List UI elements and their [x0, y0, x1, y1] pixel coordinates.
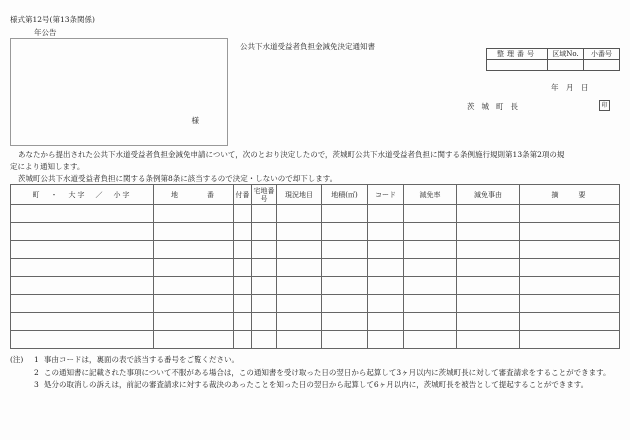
cell-reduction-rate[interactable] — [404, 259, 457, 277]
cell-remarks[interactable] — [520, 331, 620, 349]
cell-remarks[interactable] — [520, 295, 620, 313]
cell-lot-number[interactable] — [154, 223, 234, 241]
cell-area[interactable] — [322, 205, 368, 223]
cell-reduction-rate[interactable] — [404, 313, 457, 331]
note-number: 1 — [34, 355, 39, 364]
cell-residential-number[interactable] — [252, 223, 277, 241]
cell-reduction-reason[interactable] — [457, 205, 520, 223]
cell-code[interactable] — [368, 277, 404, 295]
body-paragraph-1-cont: 定により通知します。 — [10, 162, 85, 171]
cell-land-category[interactable] — [277, 259, 322, 277]
cell-remarks[interactable] — [520, 259, 620, 277]
cell-lot-number[interactable] — [154, 295, 234, 313]
note-item — [10, 379, 624, 392]
table-row — [11, 277, 620, 295]
col-header-land-category: 現況地目 — [277, 185, 322, 205]
cell-residential-number[interactable] — [252, 295, 277, 313]
body-paragraph-2: 茨城町公共下水道受益者負担に関する条例第8条に該当するので決定・しないので却下します。 — [18, 174, 338, 183]
ref-value-seiri[interactable] — [487, 60, 548, 71]
cell-reduction-reason[interactable] — [457, 241, 520, 259]
cell-reduction-rate[interactable] — [404, 241, 457, 259]
cell-reduction-reason[interactable] — [457, 295, 520, 313]
note-text: 処分の取消しの訴えは，前記の審査請求に対する裁決のあったことを知った日の翌日から起算して6ヶ月以内に，茨城町長を被告として提起することができます。 — [44, 380, 589, 389]
ref-value-kuiki[interactable] — [548, 60, 584, 71]
cell-lot-number[interactable] — [154, 313, 234, 331]
cell-town[interactable] — [11, 331, 154, 349]
issuer-name: 茨城町長 — [467, 102, 525, 111]
notice-year: 年公告 — [34, 28, 57, 37]
table-row — [11, 205, 620, 223]
col-header-town: 町 ・ 大字 ／ 小字 — [11, 185, 154, 205]
cell-town[interactable] — [11, 313, 154, 331]
cell-lot-number[interactable] — [154, 205, 234, 223]
cell-sub-number[interactable] — [234, 331, 252, 349]
cell-code[interactable] — [368, 331, 404, 349]
cell-residential-number[interactable] — [252, 205, 277, 223]
table-row — [11, 259, 620, 277]
cell-reduction-rate[interactable] — [404, 277, 457, 295]
cell-code[interactable] — [368, 259, 404, 277]
cell-remarks[interactable] — [520, 205, 620, 223]
cell-remarks[interactable] — [520, 241, 620, 259]
col-header-remarks: 摘 要 — [520, 185, 620, 205]
col-header-residential-number: 宅地番号 — [253, 186, 275, 203]
cell-reduction-reason[interactable] — [457, 259, 520, 277]
cell-code[interactable] — [368, 241, 404, 259]
body-paragraph-1: あなたから提出された公共下水道受益者負担金減免申請について，次のとおり決定したので，茨城町公共下水道受益者負担に関する条例施行規則第13条第2項の規 — [18, 150, 565, 159]
cell-reduction-rate[interactable] — [404, 331, 457, 349]
ref-header-seiri: 整理番号 — [487, 49, 548, 60]
cell-lot-number[interactable] — [154, 277, 234, 295]
cell-code[interactable] — [368, 295, 404, 313]
cell-remarks[interactable] — [520, 277, 620, 295]
cell-area[interactable] — [322, 295, 368, 313]
col-header-lot-number: 地 番 — [154, 185, 234, 205]
cell-sub-number[interactable] — [234, 259, 252, 277]
cell-reduction-rate[interactable] — [404, 205, 457, 223]
cell-area[interactable] — [322, 313, 368, 331]
notes-section — [10, 354, 624, 392]
cell-lot-number[interactable] — [154, 241, 234, 259]
cell-area[interactable] — [322, 223, 368, 241]
cell-reduction-reason[interactable] — [457, 223, 520, 241]
table-row — [11, 223, 620, 241]
col-header-area: 地積(㎡) — [322, 185, 368, 205]
note-item — [10, 367, 624, 380]
table-header-row — [11, 185, 620, 205]
cell-town[interactable] — [11, 223, 154, 241]
cell-reduction-rate[interactable] — [404, 223, 457, 241]
cell-town[interactable] — [11, 277, 154, 295]
cell-sub-number[interactable] — [234, 295, 252, 313]
cell-town[interactable] — [11, 295, 154, 313]
cell-land-category[interactable] — [277, 223, 322, 241]
cell-land-category[interactable] — [277, 331, 322, 349]
cell-land-category[interactable] — [277, 241, 322, 259]
cell-area[interactable] — [322, 259, 368, 277]
cell-land-category[interactable] — [277, 277, 322, 295]
cell-remarks[interactable] — [520, 223, 620, 241]
note-item — [10, 354, 624, 367]
col-header-code: コード — [368, 185, 404, 205]
ref-header-kuiki: 区域No. — [548, 49, 584, 60]
cell-remarks[interactable] — [520, 313, 620, 331]
cell-land-category[interactable] — [277, 313, 322, 331]
cell-land-category[interactable] — [277, 295, 322, 313]
cell-code[interactable] — [368, 223, 404, 241]
cell-residential-number[interactable] — [252, 241, 277, 259]
notes-label: (注) — [10, 355, 24, 364]
table-row — [11, 295, 620, 313]
cell-residential-number[interactable] — [252, 313, 277, 331]
cell-reduction-reason[interactable] — [457, 277, 520, 295]
cell-residential-number[interactable] — [252, 331, 277, 349]
addressee-suffix: 様 — [191, 116, 199, 125]
cell-sub-number[interactable] — [234, 223, 252, 241]
cell-sub-number[interactable] — [234, 313, 252, 331]
col-header-reduction-rate: 減免率 — [404, 185, 457, 205]
cell-town[interactable] — [11, 259, 154, 277]
cell-lot-number[interactable] — [154, 259, 234, 277]
cell-code[interactable] — [368, 205, 404, 223]
cell-residential-number[interactable] — [252, 277, 277, 295]
cell-residential-number[interactable] — [252, 259, 277, 277]
cell-reduction-reason[interactable] — [457, 331, 520, 349]
cell-sub-number[interactable] — [234, 205, 252, 223]
cell-lot-number[interactable] — [154, 331, 234, 349]
cell-town[interactable] — [11, 241, 154, 259]
cell-sub-number[interactable] — [234, 277, 252, 295]
note-number: 3 — [34, 380, 39, 389]
table-row — [11, 331, 620, 349]
table-row — [11, 241, 620, 259]
ref-value-kobango[interactable] — [584, 60, 620, 71]
cell-area[interactable] — [322, 331, 368, 349]
note-text: 事由コードは，裏面の表で該当する番号をご覧ください。 — [44, 355, 239, 364]
cell-reduction-reason[interactable] — [457, 313, 520, 331]
cell-reduction-rate[interactable] — [404, 295, 457, 313]
col-header-sub-number: 付番 — [234, 185, 252, 205]
col-header-reduction-reason: 減免事由 — [457, 185, 520, 205]
addressee-box[interactable] — [10, 38, 228, 146]
reference-number-table — [486, 48, 620, 71]
date-line: 年 月 日 — [551, 83, 589, 92]
cell-sub-number[interactable] — [234, 241, 252, 259]
form-number: 様式第12号(第13条関係) — [10, 15, 95, 24]
cell-area[interactable] — [322, 277, 368, 295]
seal-icon: 印 — [599, 100, 610, 111]
cell-code[interactable] — [368, 313, 404, 331]
cell-town[interactable] — [11, 205, 154, 223]
cell-land-category[interactable] — [277, 205, 322, 223]
ref-header-kobango: 小番号 — [584, 49, 620, 60]
land-detail-table — [10, 184, 620, 349]
document-title: 公共下水道受益者負担金減免決定通知書 — [240, 42, 375, 51]
note-text: この通知書に記載された事項について不服がある場合は，この通知書を受け取った日の翌日から起算して3ヶ月以内に茨城町長に対して審査請求をすることができます。 — [44, 367, 611, 377]
note-number: 2 — [34, 367, 39, 377]
cell-area[interactable] — [322, 241, 368, 259]
table-row — [11, 313, 620, 331]
